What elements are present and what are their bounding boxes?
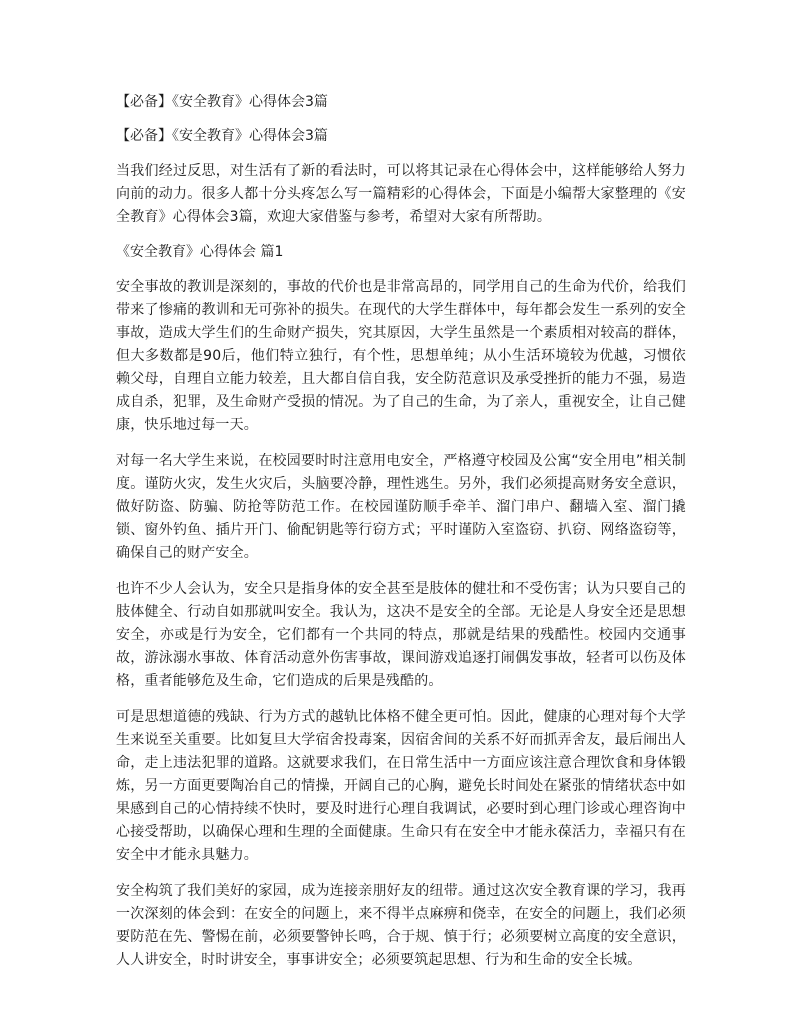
document-page <box>116 92 686 985</box>
document-title-repeat: 【必备】《安全教育》心得体会3篇 <box>116 128 328 144</box>
body-paragraph-4: 可是思想道德的残缺、行为方式的越轨比体格不健全更可怕。因此，健康的心理对每个大学生来说至关重要。比如复旦大学宿舍投毒案，因宿舍间的关系不好而抓弄舍友，最后闹出人命，走上违法犯罪的道路。这就要求我们，在日常生活中一方面应该注意合理饮食和身体锻炼，另一方面更要陶冶自己的情操，开阔自己的心胸，避免长时间处在紧张的情绪状态中如果感到自己的心情持续不快时，要及时进行心理自我调试，必要时到心理门诊或心理咨询中心接受帮助，以确保心理和生理的全面健康。生命只有在安全中才能永葆活力，幸福只有在安全中才能永具魅力。 <box>116 709 686 863</box>
section-title: 《安全教育》心得体会 篇1 <box>116 244 284 260</box>
body-paragraph-5: 安全构筑了我们美好的家园，成为连接亲朋好友的纽带。通过这次安全教育课的学习，我再一次深刻的体会到：在安全的问题上，来不得半点麻痹和侥幸，在安全的问题上，我们必须要防范在先、警惕在前，必须要警钟长鸣，合于规、慎于行；必须要树立高度的安全意识，人人讲安全，时时讲安全，事事讲安全；必须要筑起思想、行为和生命的安全长城。 <box>116 883 686 968</box>
document-title: 【必备】《安全教育》心得体会3篇 <box>116 94 328 110</box>
intro-paragraph: 当我们经过反思，对生活有了新的看法时，可以将其记录在心得体会中，这样能够给人努力向前的动力。很多人都十分头疼怎么写一篇精彩的心得体会，下面是小编帮大家整理的《安全教育》心得体会3篇，欢迎大家借鉴与参考，希望对大家有所帮助。 <box>116 163 686 225</box>
body-paragraph-3: 也许不少人会认为，安全只是指身体的安全甚至是肢体的健壮和不受伤害；认为只要自己的肢体健全、行动自如那就叫安全。我认为，这决不是安全的全部。无论是人身安全还是思想安全，亦或是行为安全，它们都有一个共同的特点，那就是结果的残酷性。校园内交通事故，游泳溺水事故、体育活动意外伤害事故，课间游戏追逐打闹偶发事故，轻者可以伤及体格，重者能够危及生命，它们造成的后果是残酷的。 <box>116 581 686 689</box>
body-paragraph-2: 对每一名大学生来说，在校园要时时注意用电安全，严格遵守校园及公寓“安全用电”相关制度。谨防火灾，发生火灾后，头脑要冷静，理性逃生。另外，我们必须提高财务安全意识，做好防盗、防骗、防抢等防范工作。在校园谨防顺手牵羊、溜门串户、翻墙入室、溜门撬锁、窗外钓鱼、插片开门、偷配钥匙等行窃方式；平时谨防入室盗窃、扒窃、网络盗窃等，确保自己的财产安全。 <box>116 453 686 561</box>
body-paragraph-1: 安全事故的教训是深刻的，事故的代价也是非常高昂的，同学用自己的生命为代价，给我们带来了惨痛的教训和无可弥补的损失。在现代的大学生群体中，每年都会发生一系列的安全事故，造成大学生们的生命财产损失，究其原因，大学生虽然是一个素质相对较高的群体，但大多数都是90后，他们特立独行，有个性，思想单纯；从小生活环境较为优越，习惯依赖父母，自理自立能力较差，且大都自信自我，安全防范意识及承受挫折的能力不强，易造成自杀，犯罪，及生命财产受损的情况。为了自己的生命，为了亲人，重视安全，让自己健康，快乐地过每一天。 <box>116 279 686 433</box>
